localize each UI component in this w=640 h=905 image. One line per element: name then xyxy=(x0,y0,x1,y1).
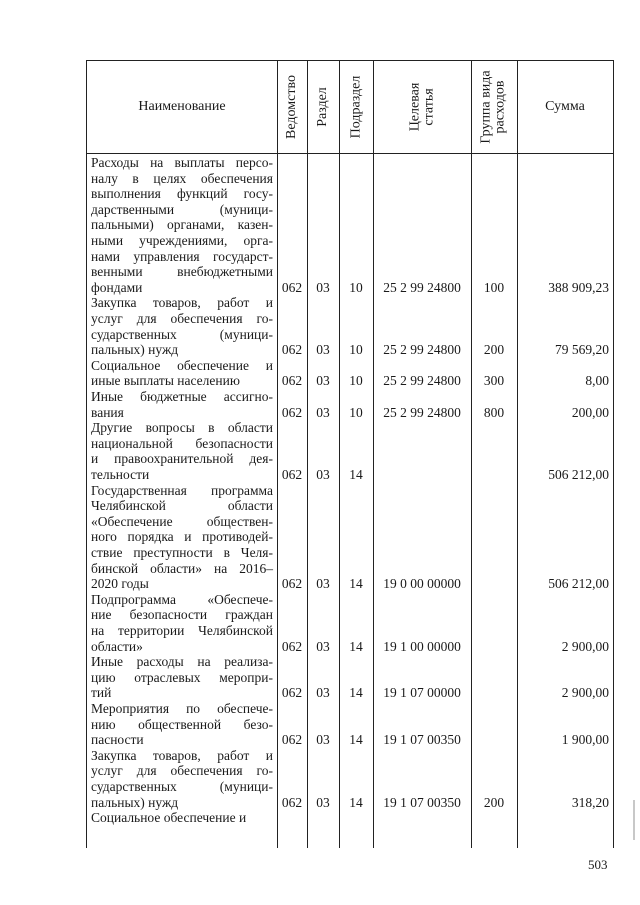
table-row xyxy=(87,420,613,482)
header-razdel: Раздел xyxy=(315,87,331,127)
row-name xyxy=(91,810,273,826)
cell-razdel: 03 xyxy=(316,279,330,295)
row-name-line: Государственная программа xyxy=(91,482,273,498)
budget-table xyxy=(86,60,614,848)
cell-vedomstvo: 062 xyxy=(281,342,303,358)
page-number: 503 xyxy=(588,857,608,872)
table-row xyxy=(87,295,613,357)
cell-vedomstvo: 062 xyxy=(281,794,303,810)
row-name-line: Иные расходы на реализа- xyxy=(91,654,273,670)
table-row xyxy=(87,748,613,810)
row-name-line: ного порядка и противодей- xyxy=(91,529,273,545)
row-name-line: Другие вопросы в области xyxy=(91,420,273,436)
cell-podrazdel: 10 xyxy=(349,404,363,420)
header-gruppa-vida-rashodov: Группа вида расходов xyxy=(479,70,509,144)
row-name-line: ние безопасности граждан xyxy=(91,607,273,623)
cell-razdel: 03 xyxy=(316,404,330,420)
cell-celevaya-statya: 25 2 99 24800 xyxy=(383,342,461,358)
row-name-line: Расходы на выплаты персо- xyxy=(91,155,273,170)
row-name-line: Мероприятия по обеспече- xyxy=(91,701,273,716)
table-row xyxy=(87,592,613,654)
row-name xyxy=(91,592,273,654)
cell-summa: 8,00 xyxy=(585,373,609,389)
row-name-line: сударственных (муници- xyxy=(91,326,273,342)
row-name xyxy=(91,748,273,810)
cell-celevaya-statya: 19 1 07 00350 xyxy=(383,732,461,748)
row-name-line: пальными) органами, казен- xyxy=(91,217,273,233)
table-row xyxy=(87,701,613,748)
cell-summa: 200,00 xyxy=(571,404,609,420)
row-name-line: услуг для обеспечения го- xyxy=(91,310,273,326)
row-name-line: иные выплаты населению xyxy=(91,373,240,389)
row-name-line: и правоохранительной дея- xyxy=(91,451,273,467)
row-name xyxy=(91,295,273,357)
table-row xyxy=(87,358,613,389)
row-name xyxy=(91,358,273,389)
header-name: Наименование xyxy=(138,99,226,114)
row-name-line: ными учреждениями, орга- xyxy=(91,232,273,248)
cell-vedomstvo: 062 xyxy=(281,732,303,748)
cell-celevaya-statya: 19 0 00 00000 xyxy=(383,576,461,592)
cell-summa: 1 900,00 xyxy=(561,732,609,748)
table-row xyxy=(87,389,613,420)
cell-summa: 318,20 xyxy=(571,794,609,810)
cell-summa: 2 900,00 xyxy=(561,685,609,701)
cell-razdel: 03 xyxy=(316,466,330,482)
cell-vedomstvo: 062 xyxy=(281,373,303,389)
row-name xyxy=(91,155,273,295)
cell-summa: 388 909,23 xyxy=(548,279,609,295)
header-podrazdel: Подраздел xyxy=(348,75,363,139)
cell-podrazdel: 14 xyxy=(349,466,363,482)
cell-razdel: 03 xyxy=(316,342,330,358)
table-row xyxy=(87,155,613,295)
header-celevaya-statya: Целевая статья xyxy=(406,82,436,132)
cell-gruppa: 300 xyxy=(483,373,505,389)
cell-celevaya-statya: 25 2 99 24800 xyxy=(383,404,461,420)
cell-razdel: 03 xyxy=(316,794,330,810)
row-name-line: Социальное обеспечение и xyxy=(91,810,247,826)
row-name-line: вания xyxy=(91,404,124,420)
cell-podrazdel: 14 xyxy=(349,685,363,701)
row-name xyxy=(91,701,273,748)
cell-razdel: 03 xyxy=(316,576,330,592)
table-row xyxy=(87,810,613,826)
row-name xyxy=(91,483,273,592)
cell-podrazdel: 10 xyxy=(349,373,363,389)
scan-artifact xyxy=(633,800,635,840)
row-name xyxy=(91,389,273,420)
cell-podrazdel: 14 xyxy=(349,638,363,654)
cell-gruppa: 200 xyxy=(483,342,505,358)
cell-podrazdel: 14 xyxy=(349,576,363,592)
cell-podrazdel: 14 xyxy=(349,794,363,810)
row-name-line: Социальное обеспечение и xyxy=(91,357,273,373)
row-name-line: нами управления государст- xyxy=(91,248,273,264)
cell-vedomstvo: 062 xyxy=(281,404,303,420)
row-name-line: тий xyxy=(91,685,112,701)
row-name-line: пальных) нужд xyxy=(91,794,179,810)
row-name-line: выполнения функций госу- xyxy=(91,186,273,202)
cell-celevaya-statya: 25 2 99 24800 xyxy=(383,279,461,295)
row-name-line: услуг для обеспечения го- xyxy=(91,763,273,779)
row-name-line: бинской области» на 2016– xyxy=(91,560,273,576)
row-name-line: Иные бюджетные ассигно- xyxy=(91,389,273,404)
cell-celevaya-statya: 25 2 99 24800 xyxy=(383,373,461,389)
header-vedomstvo: Ведомство xyxy=(284,75,299,139)
row-name-line: фондами xyxy=(91,279,143,295)
row-name-line: Закупка товаров, работ и xyxy=(91,295,273,311)
cell-celevaya-statya: 19 1 00 00000 xyxy=(383,638,461,654)
cell-gruppa: 200 xyxy=(483,794,505,810)
cell-summa: 506 212,00 xyxy=(548,466,609,482)
row-name-line: пальных) нужд xyxy=(91,342,179,358)
row-name-line: ствие преступности в Челя- xyxy=(91,544,273,560)
cell-podrazdel: 14 xyxy=(349,732,363,748)
cell-celevaya-statya: 19 1 07 00350 xyxy=(383,794,461,810)
cell-gruppa: 800 xyxy=(483,404,505,420)
cell-podrazdel: 10 xyxy=(349,279,363,295)
cell-razdel: 03 xyxy=(316,638,330,654)
cell-podrazdel: 10 xyxy=(349,342,363,358)
row-name xyxy=(91,420,273,482)
row-name-line: дарственными (муници- xyxy=(91,201,273,217)
cell-vedomstvo: 062 xyxy=(281,685,303,701)
row-name-line: налу в целях обеспечения xyxy=(91,170,273,186)
cell-summa: 2 900,00 xyxy=(561,638,609,654)
cell-vedomstvo: 062 xyxy=(281,466,303,482)
cell-vedomstvo: 062 xyxy=(281,279,303,295)
header-summa: Сумма xyxy=(545,99,585,114)
cell-summa: 506 212,00 xyxy=(548,576,609,592)
row-name-line: на территории Челябинской xyxy=(91,622,273,638)
row-name-line: Челябинской области xyxy=(91,498,273,514)
row-name-line: национальной безопасности xyxy=(91,435,273,451)
row-name-line: области» xyxy=(91,638,143,654)
cell-razdel: 03 xyxy=(316,732,330,748)
row-name-line: сударственных (муници- xyxy=(91,778,273,794)
cell-celevaya-statya: 19 1 07 00000 xyxy=(383,685,461,701)
row-name-line: Закупка товаров, работ и xyxy=(91,747,273,763)
row-name-line: Подпрограмма «Обеспече- xyxy=(91,591,273,607)
row-name-line: пасности xyxy=(91,732,144,748)
cell-razdel: 03 xyxy=(316,685,330,701)
row-name-line: цию отраслевых меропри- xyxy=(91,669,273,685)
row-name-line: венными внебюджетными xyxy=(91,264,273,280)
table-row xyxy=(87,483,613,592)
table-row xyxy=(87,654,613,701)
cell-razdel: 03 xyxy=(316,373,330,389)
row-name-line: нию общественной безо- xyxy=(91,716,273,732)
row-name-line: «Обеспечение обществен- xyxy=(91,513,273,529)
cell-vedomstvo: 062 xyxy=(281,638,303,654)
row-name-line: тельности xyxy=(91,466,150,482)
row-name xyxy=(91,654,273,701)
cell-vedomstvo: 062 xyxy=(281,576,303,592)
cell-summa: 79 569,20 xyxy=(555,342,609,358)
row-name-line: 2020 годы xyxy=(91,576,149,592)
table-header xyxy=(87,61,613,154)
cell-gruppa: 100 xyxy=(483,279,505,295)
